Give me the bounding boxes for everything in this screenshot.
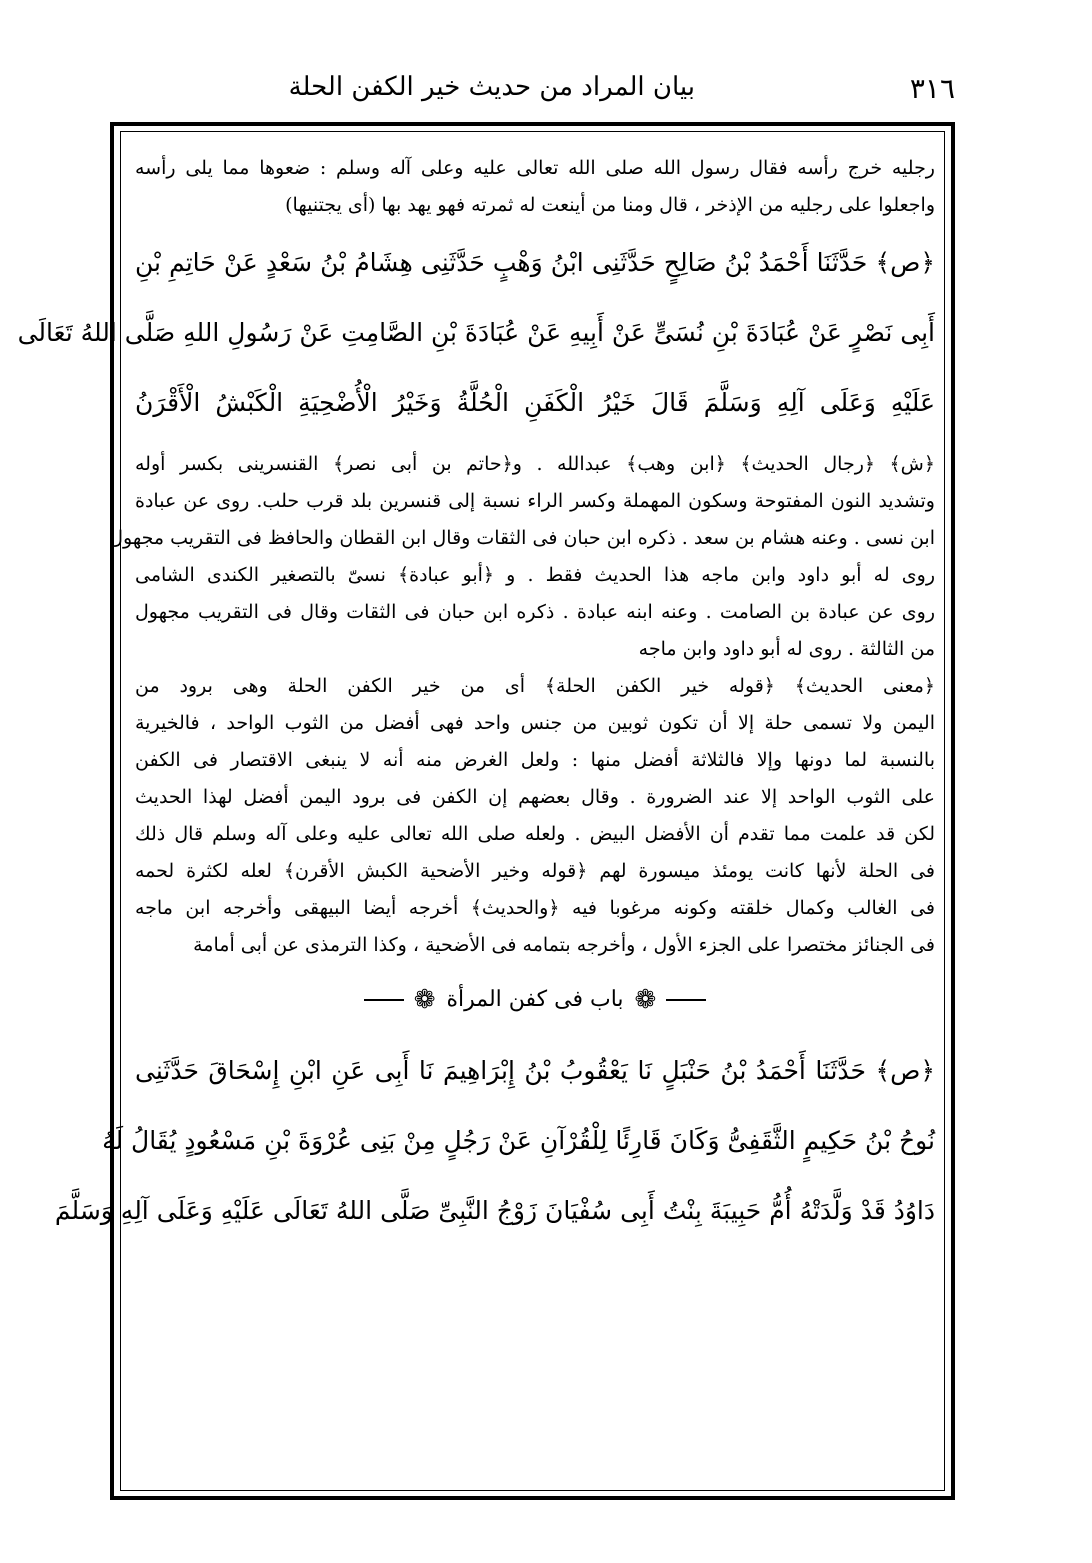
text-line: روى له أبو داود وابن ماجه هذا الحديث فقط . و ﴿أبو عبادة﴾ نسىّ بالتصغير الكندى الشامى	[135, 564, 935, 586]
hadith-line: نُوحُ بْنُ حَكِيمٍ الثَّقَفِىُّ وَكَانَ قَارِئًا لِلْقُرْآنِ عَنْ رَجُلٍ مِنْ بَنِى عُرْوَةَ بْنِ مَسْعُودٍ يُقَالُ لَهُ	[102, 1126, 935, 1155]
text-line: من الثالثة . روى له أبو داود وابن ماجه	[638, 638, 935, 660]
text-line: على الثوب الواحد إلا عند الضرورة . وقال بعضهم إن الكفن فى برود اليمن أفضل لهذا الحديث	[135, 786, 935, 808]
text-line: فى الحلة لأنها كانت يومئذ ميسورة لهم ﴿قوله وخير الأضحية الكبش الأقرن﴾ لعله لكثرة لحمه	[135, 860, 935, 882]
chapter-heading	[135, 970, 935, 1030]
text-line: لكن قد علمت مما تقدم أن الأفضل البيض . ولعله صلى الله تعالى عليه وعلى آله وسلم قال ذلك	[135, 823, 935, 845]
text-line: فى الغالب وكمال خلقته وكونه مرغوبا فيه ﴿والحديث﴾ أخرجه أيضا البيهقى وأخرجه ابن ماجه	[135, 897, 935, 919]
text-line: ﴿معنى الحديث﴾ ﴿قوله خير الكفن الحلة﴾ أى من خير الكفن الحلة وهى برود من	[135, 675, 935, 697]
hadith-line: ﴿ص﴾ حَدَّثَنَا أَحْمَدُ بْنُ حَنْبَلٍ نَا يَعْقُوبُ بْنُ إِبْرَاهِيمَ نَا أَبِى عَنِ ابْنِ إِسْحَاقَ حَدَّثَنِى	[135, 1056, 935, 1085]
hadith-line: دَاوُدُ قَدْ وَلَّدَتْهُ أُمُّ حَبِيبَةَ بِنْتُ أَبِى سُفْيَانَ زَوْجُ النَّبِىِّ صَلَّى اللهُ تَعَالَى عَلَيْهِ وَعَلَى آلِهِ وَسَلَّمَ	[54, 1196, 935, 1225]
text-line: روى عن عبادة بن الصامت . وعنه ابنه عبادة . ذكره ابن حبان فى الثقات وقال فى التقريب مجهول	[135, 601, 935, 623]
page-number: ٣١٦	[909, 72, 955, 105]
commentary-block-2	[135, 668, 935, 964]
heading-rule	[364, 999, 404, 1001]
text-line: واجعلوا على رجليه من الإذخر ، قال ومنا من أينعت له ثمرته فهو يهد بها (أى يجتنيها)	[285, 194, 935, 216]
text-line: رجليه خرج رأسه فقال رسول الله صلى الله تعالى عليه وعلى آله وسلم : ضعوها مما يلى رأسه	[135, 157, 935, 179]
commentary-block-1	[109, 446, 935, 668]
ornament-icon: ❁	[413, 985, 436, 1015]
hadith-line: أَبِى نَصْرٍ عَنْ عُبَادَةَ بْنِ نُسَىٍّ عَنْ أَبِيهِ عَنْ عُبَادَةَ بْنِ الصَّامِتِ عَنْ رَسُولِ اللهِ صَلَّى اللهُ تَعَالَى	[17, 318, 935, 347]
hadith-block-1	[17, 228, 935, 438]
hadith-line: عَلَيْهِ وَعَلَى آلِهِ وَسَلَّمَ قَالَ خَيْرُ الْكَفَنِ الْحُلَّةُ وَخَيْرُ الْأُضْحِيَةِ الْكَبْشُ الْأَقْرَنُ	[135, 388, 935, 417]
heading-rule	[666, 999, 706, 1001]
text-line: فى الجنائز مختصرا على الجزء الأول ، وأخرجه بتمامه فى الأضحية ، وكذا الترمذى عن أبى أمامة	[193, 934, 935, 956]
page-body	[17, 150, 935, 1246]
running-title: بيان المراد من حديث خير الكفن الحلة	[288, 72, 695, 102]
chapter-title: باب فى كفن المرأة	[446, 987, 624, 1012]
text-line: ﴿ش﴾ ﴿رجال الحديث﴾ ﴿ابن وهب﴾ عبدالله . و﴿حاتم بن أبى نصر﴾ القنسرينى بكسر أوله	[135, 453, 935, 475]
ornament-icon: ❁	[634, 985, 657, 1015]
text-line: بالنسبة لما دونها وإلا فالثلاثة أفضل منها : ولعل الغرض منه أنه لا ينبغى الاقتصار فى الكفن	[135, 749, 935, 771]
commentary-block-top	[135, 150, 935, 224]
text-line: وتشديد النون المفتوحة وسكون المهملة وكسر الراء نسبة إلى قنسرين بلد قرب حلب. روى عن عبادة	[135, 490, 935, 512]
hadith-block-2	[54, 1036, 935, 1246]
page-header	[105, 66, 955, 114]
text-line: ابن نسى . وعنه هشام بن سعد . ذكره ابن حبان فى الثقات وقال ابن القطان والحافظ فى التقريب مجهول	[109, 527, 935, 549]
hadith-line: ﴿ص﴾ حَدَّثَنَا أَحْمَدُ بْنُ صَالِحٍ حَدَّثَنِى ابْنُ وَهْبٍ حَدَّثَنِى هِشَامُ بْنُ سَعْدٍ عَنْ حَاتِمِ بْنِ	[135, 248, 935, 277]
text-line: اليمن ولا تسمى حلة إلا أن تكون ثوبين من جنس واحد فهى أفضل من الثوب الواحد ، فالخيرية	[135, 712, 935, 734]
spacer	[135, 438, 935, 446]
